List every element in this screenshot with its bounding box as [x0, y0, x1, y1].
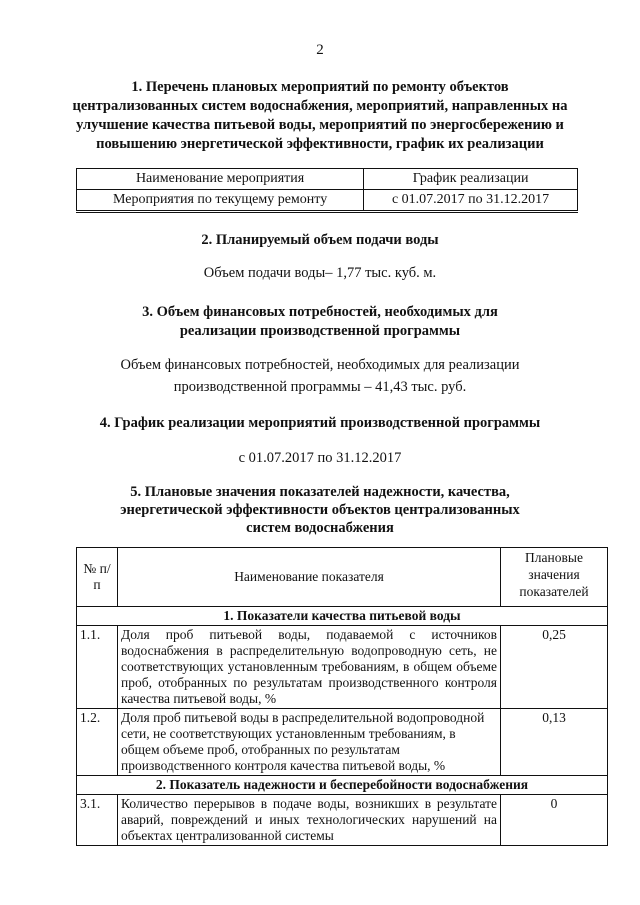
- section-2-title: 2. Планируемый объем подачи воды: [201, 232, 439, 248]
- section-4-title: 4. График реализации мероприятий производственной программы: [99, 415, 541, 431]
- schedule-header: График реализации: [364, 169, 578, 190]
- indicator-value: 0,25: [501, 626, 608, 709]
- indicator-name: Доля проб питьевой воды в распределительной водопроводной сети, не соответствующих установленным требованиям, в общем объеме проб, отобранных по результатам производственного контроля качества питьевой воды, %: [118, 709, 501, 776]
- section-1-title: [70, 78, 570, 154]
- section-5-title-line: энергетической эффективности объектов централизованных: [120, 502, 520, 518]
- activities-table-header: [77, 169, 578, 190]
- indicator-group-title: 1. Показатели качества питьевой воды: [77, 607, 608, 626]
- page-number: 2: [316, 42, 324, 58]
- section-3-title: [100, 303, 540, 341]
- water-supply-volume-text: Объем подачи воды– 1,77 тыс. куб. м.: [203, 265, 437, 281]
- indicator-group-row: [77, 607, 608, 626]
- number-header: № п/п: [77, 548, 118, 607]
- section-5-title-line: систем водоснабжения: [246, 520, 394, 536]
- activity-name-header: Наименование мероприятия: [77, 169, 364, 190]
- indicator-group-title: 2. Показатель надежности и бесперебойности водоснабжения: [77, 776, 608, 795]
- planned-value-header: Плановые значения показателей: [501, 548, 608, 607]
- row-number: 1.1.: [77, 626, 118, 709]
- activities-table-row: [77, 190, 578, 212]
- section-3-title-line: реализации производственной программы: [179, 323, 461, 339]
- financial-needs-line: Объем финансовых потребностей, необходимых для реализации: [120, 357, 520, 373]
- financial-needs-text: [100, 354, 540, 398]
- section-3-title-line: 3. Объем финансовых потребностей, необходимых для: [142, 304, 498, 320]
- indicator-name: Доля проб питьевой воды, подаваемой с источников водоснабжения в распределительную водопроводную сеть, не соответствующих установленным требованиям, в общем объеме проб, отобранных по результатам производственного контроля качества питьевой воды, %: [118, 626, 501, 709]
- row-number: 3.1.: [77, 795, 118, 846]
- table-row: [77, 626, 608, 709]
- activities-table: [76, 168, 578, 213]
- indicators-table-header: [77, 548, 608, 607]
- indicator-value: 0: [501, 795, 608, 846]
- section-5-title: [100, 483, 540, 537]
- table-row: [77, 795, 608, 846]
- row-number: 1.2.: [77, 709, 118, 776]
- implementation-period-text: с 01.07.2017 по 31.12.2017: [238, 450, 402, 466]
- indicators-table: [76, 547, 608, 846]
- activity-name-cell: Мероприятия по текущему ремонту: [77, 190, 364, 212]
- section-1-title-line: 1. Перечень плановых мероприятий по ремонту объектов: [131, 79, 509, 95]
- section-5-title-line: 5. Плановые значения показателей надежности, качества,: [130, 484, 510, 500]
- section-1-title-line: централизованных систем водоснабжения, мероприятий, направленных на: [72, 98, 568, 114]
- indicator-group-row: [77, 776, 608, 795]
- section-1-title-line: улучшение качества питьевой воды, мероприятий по энергосбережению и: [76, 117, 564, 133]
- section-1-title-line: повышению энергетической эффективности, график их реализации: [96, 136, 544, 152]
- financial-needs-line: производственной программы – 41,43 тыс. руб.: [173, 379, 467, 395]
- schedule-cell: с 01.07.2017 по 31.12.2017: [364, 190, 578, 212]
- indicator-value: 0,13: [501, 709, 608, 776]
- table-row: [77, 709, 608, 776]
- indicator-name-header: Наименование показателя: [118, 548, 501, 607]
- indicator-name: Количество перерывов в подаче воды, возникших в результате аварий, повреждений и иных технологических нарушений на объектах централизованной системы: [118, 795, 501, 846]
